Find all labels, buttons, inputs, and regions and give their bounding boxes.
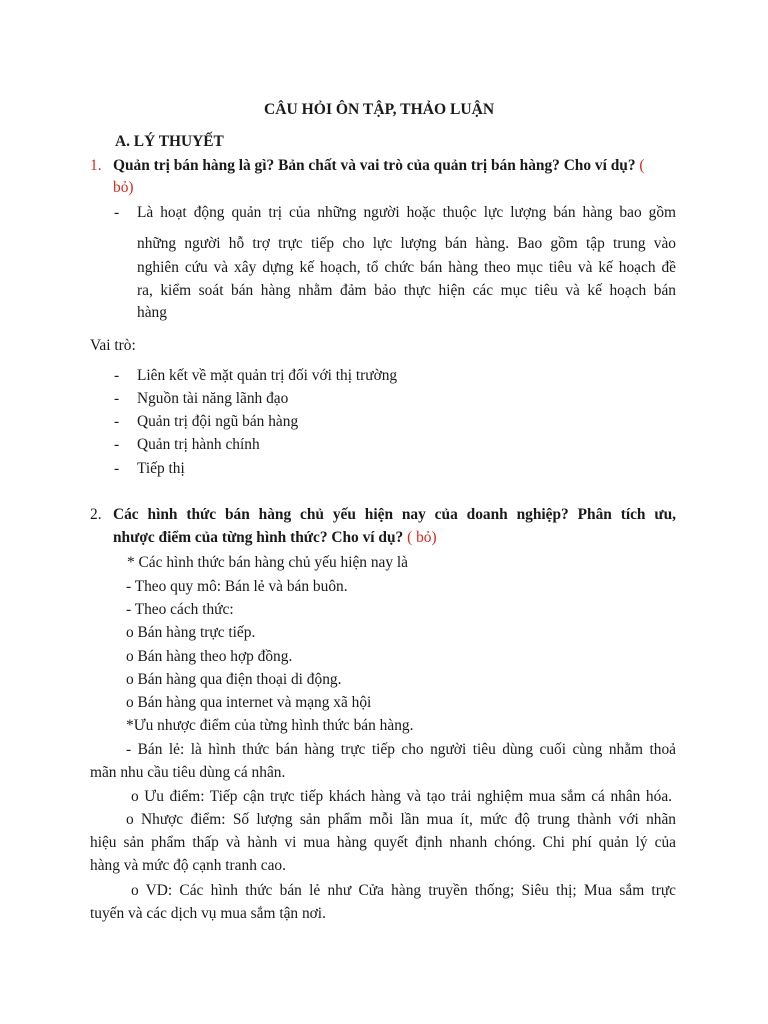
retail-advantage: o Ưu điểm: Tiếp cận trực tiếp khách hàng và tạo trải nghiệm mua sắm cá nhân hóa. <box>131 788 672 805</box>
q1-answer-line: hàng <box>137 304 167 321</box>
retail-definition-line1: - Bán lẻ: là hình thức bán hàng trực tiếp cho người tiêu dùng cuối cùng nhằm thoả <box>126 741 676 758</box>
document-title: CÂU HỎI ÔN TẬP, THẢO LUẬN <box>264 101 495 118</box>
q2-answer-line: - Theo quy mô: Bán lẻ và bán buôn. <box>126 578 348 595</box>
q2-question-line2: nhược điểm của từng hình thức? Cho ví dụ? <box>113 529 404 546</box>
q1-tag-close: bỏ) <box>113 179 134 196</box>
q2-answer-line: - Theo cách thức: <box>126 601 234 618</box>
retail-disadvantage-line2: hiệu sản phẩm thấp và hành vi mua hàng quyết định nhanh chóng. Chi phí quản lý của <box>90 834 676 851</box>
retail-disadvantage-line1: o Nhược điểm: Số lượng sản phẩm mỗi lần mua ít, mức độ trung thành với nhãn <box>126 811 676 828</box>
role-item: Quản trị hành chính <box>137 436 260 453</box>
q2-answer-line: o Bán hàng qua internet và mạng xã hội <box>126 694 372 711</box>
q1-number: 1. <box>90 157 102 174</box>
q2-tag: ( bỏ) <box>403 529 437 546</box>
q1-answer-line: ra, kiểm soát bán hàng nhằm đảm bảo thực hiện các mục tiêu và kế hoạch bán <box>137 282 676 299</box>
role-dash: - <box>114 460 120 477</box>
retail-disadvantage-line3: hàng và mức độ cạnh tranh cao. <box>90 857 286 874</box>
q1-answer-line: Là hoạt động quản trị của những người hoặc thuộc lực lượng bán hàng bao gồm <box>137 204 676 221</box>
retail-example-line2: tuyến và các dịch vụ mua sắm tận nơi. <box>90 905 326 922</box>
q2-question-line1: Các hình thức bán hàng chủ yếu hiện nay của doanh nghiệp? Phân tích ưu, <box>113 506 676 523</box>
q2-answer-line: o Bán hàng theo hợp đồng. <box>126 648 293 665</box>
role-item: Quản trị đội ngũ bán hàng <box>137 413 299 430</box>
retail-example-line1: o VD: Các hình thức bán lẻ như Cửa hàng truyền thống; Siêu thị; Mua sắm trực <box>131 882 676 899</box>
q2-answer-line: o Bán hàng trực tiếp. <box>126 624 256 641</box>
q2-answer-line: o Bán hàng qua điện thoại di động. <box>126 671 342 688</box>
q2-text-line2 <box>113 528 437 548</box>
roles-label: Vai trò: <box>90 337 136 354</box>
q2-answer-line: * Các hình thức bán hàng chủ yếu hiện nay là <box>127 554 409 571</box>
role-dash: - <box>114 436 120 453</box>
role-item: Tiếp thị <box>137 460 185 477</box>
q2-answer-line: *Ưu nhược điểm của từng hình thức bán hàng. <box>126 717 414 734</box>
role-dash: - <box>114 390 120 407</box>
q1-text <box>113 156 645 176</box>
q1-answer-dash: - <box>114 204 120 221</box>
retail-definition-line2: mãn nhu cầu tiêu dùng cá nhân. <box>90 764 286 781</box>
q1-answer-line: những người hỗ trợ trực tiếp cho lực lượng bán hàng. Bao gồm tập trung vào <box>137 235 676 252</box>
q2-number: 2. <box>90 506 102 523</box>
role-item: Nguồn tài năng lãnh đạo <box>137 390 289 407</box>
role-dash: - <box>114 413 120 430</box>
role-dash: - <box>114 367 120 384</box>
q1-question: Quản trị bán hàng là gì? Bản chất và vai trò của quản trị bán hàng? Cho ví dụ? <box>113 157 636 174</box>
role-item: Liên kết về mặt quản trị đối với thị trường <box>137 367 398 384</box>
section-a-heading: A. LÝ THUYẾT <box>115 133 224 150</box>
q1-tag-open: ( <box>635 157 645 174</box>
q1-answer-line: nghiên cứu và xây dựng kế hoạch, tổ chức bán hàng theo mục tiêu và kế hoạch đề <box>137 259 676 276</box>
